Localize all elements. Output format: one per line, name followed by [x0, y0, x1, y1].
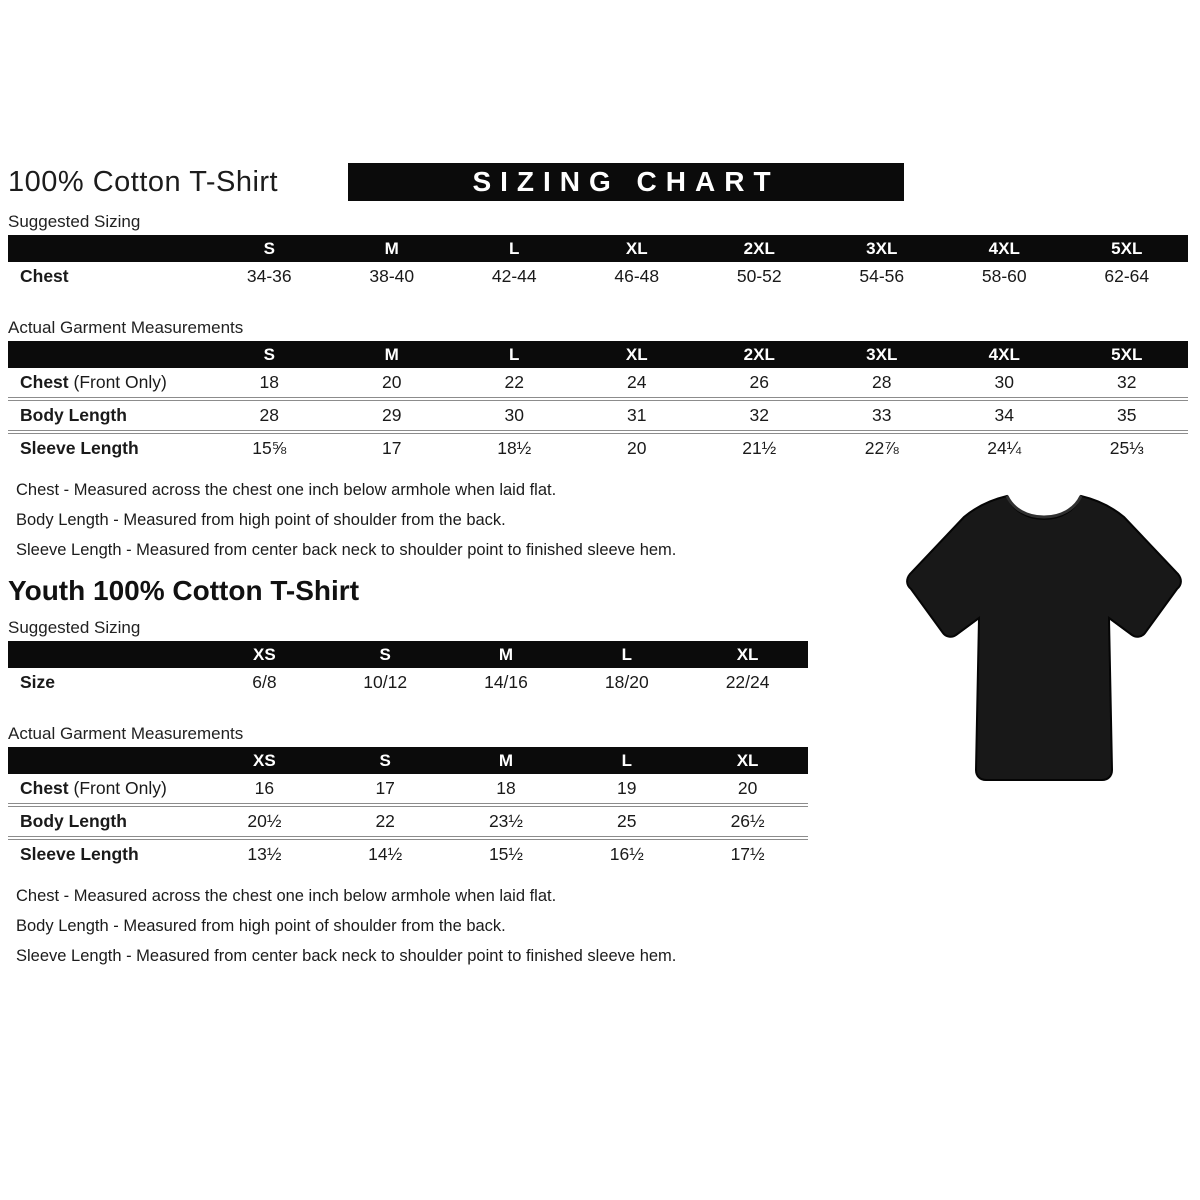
size-column-header: M	[331, 235, 454, 262]
measurement-cell: 26½	[687, 805, 808, 838]
measurement-cell: 18/20	[604, 672, 649, 692]
measurement-cell: 19	[617, 778, 637, 798]
row-label: Body Length	[8, 805, 204, 838]
size-column-header: M	[446, 747, 567, 774]
size-column-header: XS	[204, 641, 325, 668]
measurement-cell: 13½	[204, 838, 325, 869]
measurement-cell: 29	[331, 399, 454, 432]
note-chest: Chest - Measured across the chest one inch below armhole when laid flat.	[16, 481, 557, 499]
youth-suggested-sizing-table	[8, 641, 808, 697]
size-column-header: XL	[687, 641, 808, 668]
measurement-cell: 21½	[698, 432, 821, 463]
measurement-cell: 17½	[687, 838, 808, 869]
black-tshirt-icon	[893, 474, 1195, 808]
measurement-cell: 17	[331, 432, 454, 463]
measurement-cell: 16½	[566, 838, 687, 869]
header-row	[8, 163, 1200, 201]
measurement-cell: 18	[259, 372, 279, 392]
size-column-header: 3XL	[821, 235, 944, 262]
size-column-header: XS	[204, 747, 325, 774]
row-label: Chest (Front Only)	[20, 778, 167, 798]
size-column-header: L	[566, 747, 687, 774]
size-column-header: XL	[687, 747, 808, 774]
measurement-cell: 24	[627, 372, 647, 392]
youth-measurement-notes	[16, 881, 1200, 971]
corner-cell	[8, 641, 204, 668]
measurement-cell: 35	[1066, 399, 1189, 432]
corner-cell	[8, 341, 208, 368]
note-body-length: Body Length - Measured from high point of shoulder from the back.	[16, 917, 506, 935]
measurement-cell: 31	[576, 399, 699, 432]
row-label: Sleeve Length	[8, 838, 204, 869]
measurement-cell: 28	[208, 399, 331, 432]
size-column-header: 2XL	[698, 235, 821, 262]
size-column-header: 2XL	[698, 341, 821, 368]
measurement-cell: 50-52	[736, 266, 782, 286]
measurement-cell: 15½	[446, 838, 567, 869]
size-column-header: 5XL	[1066, 341, 1189, 368]
corner-cell	[8, 235, 208, 262]
size-column-header: 4XL	[943, 341, 1066, 368]
measurement-cell: 58-60	[981, 266, 1027, 286]
measurement-cell: 22/24	[725, 672, 770, 692]
measurement-cell: 16	[254, 778, 275, 798]
measurement-cell: 22	[325, 805, 446, 838]
note-sleeve-length: Sleeve Length - Measured from center back neck to shoulder point to finished sleeve hem.	[16, 947, 677, 965]
measurement-cell: 22⅞	[821, 432, 944, 463]
measurement-cell: 20	[382, 372, 402, 392]
measurement-cell: 25⅓	[1066, 432, 1189, 463]
size-column-header: S	[208, 235, 331, 262]
row-label: Size	[20, 672, 56, 692]
size-column-header: S	[325, 641, 446, 668]
measurement-cell: 30	[994, 372, 1014, 392]
note-sleeve-length: Sleeve Length - Measured from center back neck to shoulder point to finished sleeve hem.	[16, 541, 677, 559]
measurement-cell: 34	[943, 399, 1066, 432]
measurement-cell: 22	[504, 372, 524, 392]
suggested-sizing-label: Suggested Sizing	[8, 212, 141, 231]
measurement-cell: 20½	[204, 805, 325, 838]
measurement-cell: 18½	[453, 432, 576, 463]
measurement-cell: 17	[375, 778, 395, 798]
measurement-cell: 20	[737, 778, 758, 798]
measurement-cell: 46-48	[614, 266, 660, 286]
corner-cell	[8, 747, 204, 774]
size-column-header: M	[331, 341, 454, 368]
page-title: 100% Cotton T-Shirt	[8, 166, 279, 198]
row-label: Body Length	[8, 399, 208, 432]
size-column-header: M	[446, 641, 567, 668]
row-label: Sleeve Length	[8, 432, 208, 463]
youth-section-title: Youth 100% Cotton T-Shirt	[8, 575, 360, 606]
size-column-header: L	[566, 641, 687, 668]
measurement-cell: 62-64	[1104, 266, 1150, 286]
size-column-header: L	[453, 341, 576, 368]
row-label: Chest	[20, 266, 69, 286]
measurement-cell: 30	[453, 399, 576, 432]
note-chest: Chest - Measured across the chest one inch below armhole when laid flat.	[16, 887, 557, 905]
measurement-cell: 14½	[325, 838, 446, 869]
measurement-cell: 34-36	[246, 266, 292, 286]
size-column-header: 5XL	[1066, 235, 1189, 262]
size-column-header: 4XL	[943, 235, 1066, 262]
adult-actual-measurements-table	[8, 341, 1188, 463]
size-column-header: L	[453, 235, 576, 262]
youth-actual-measurements-table	[8, 747, 808, 869]
measurement-cell: 14/16	[484, 672, 528, 692]
size-column-header: S	[208, 341, 331, 368]
actual-measurements-label: Actual Garment Measurements	[8, 318, 244, 337]
measurement-cell: 38-40	[369, 266, 415, 286]
measurement-cell: 20	[576, 432, 699, 463]
measurement-cell: 18	[496, 778, 516, 798]
adult-suggested-sizing-table	[8, 235, 1188, 291]
measurement-cell: 26	[749, 372, 769, 392]
measurement-cell: 28	[872, 372, 892, 392]
measurement-cell: 15⅝	[208, 432, 331, 463]
row-label: Chest (Front Only)	[20, 372, 167, 392]
tshirt-product-photo	[893, 474, 1195, 808]
measurement-cell: 6/8	[252, 672, 277, 692]
size-column-header: XL	[576, 341, 699, 368]
size-column-header: S	[325, 747, 446, 774]
measurement-cell: 42-44	[491, 266, 537, 286]
note-body-length: Body Length - Measured from high point of shoulder from the back.	[16, 511, 506, 529]
measurement-cell: 10/12	[363, 672, 408, 692]
measurement-cell: 33	[821, 399, 944, 432]
measurement-cell: 54-56	[859, 266, 905, 286]
measurement-cell: 25	[566, 805, 687, 838]
youth-suggested-sizing-label: Suggested Sizing	[8, 618, 141, 637]
youth-actual-measurements-label: Actual Garment Measurements	[8, 724, 244, 743]
measurement-cell: 32	[698, 399, 821, 432]
sizing-chart-banner: SIZING CHART	[348, 163, 904, 201]
measurement-cell: 32	[1117, 372, 1137, 392]
measurement-cell: 24¼	[943, 432, 1066, 463]
measurement-cell: 23½	[446, 805, 567, 838]
size-column-header: XL	[576, 235, 699, 262]
size-column-header: 3XL	[821, 341, 944, 368]
